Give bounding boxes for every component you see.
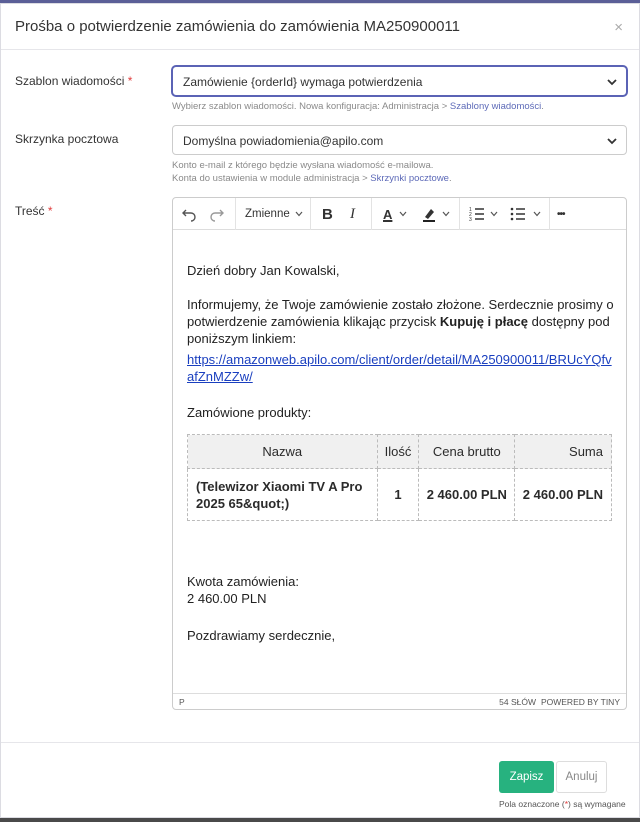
- order-link-line2[interactable]: afZnMZZw/: [187, 369, 253, 384]
- product-price-cell: 2 460.00 PLN: [419, 469, 515, 521]
- order-link[interactable]: [187, 351, 615, 385]
- mailbox-help-suffix: .: [448, 173, 452, 184]
- legend-prefix: Pola oznaczone (: [499, 799, 565, 809]
- total-label: Kwota zamówienia:: [187, 574, 299, 589]
- message-templates-link[interactable]: Szablony wiadomości: [449, 101, 542, 112]
- italic-button[interactable]: I: [350, 205, 355, 222]
- content-label-text: Treść: [15, 204, 45, 218]
- variables-menu[interactable]: [245, 204, 304, 224]
- column-header-sum: Suma: [515, 435, 612, 469]
- intro-bold-text: Kupuję i płacę: [439, 314, 529, 329]
- close-icon[interactable]: ×: [614, 19, 623, 36]
- redo-icon[interactable]: [209, 204, 225, 224]
- chevron-down-icon: [532, 209, 542, 219]
- highlight-color-button[interactable]: [421, 204, 451, 224]
- chevron-down-icon: [398, 209, 408, 219]
- greeting-text: Dzień dobry Jan Kowalski,: [187, 263, 340, 278]
- template-label-text: Szablon wiadomości: [15, 74, 125, 88]
- chevron-down-icon: [489, 209, 499, 219]
- legend-star: *: [564, 799, 568, 809]
- variables-label: Zmienne: [245, 208, 290, 220]
- rich-text-editor[interactable]: [172, 197, 627, 710]
- template-select[interactable]: [172, 66, 627, 96]
- editor-content[interactable]: [187, 262, 615, 279]
- mailboxes-link[interactable]: Skrzynki pocztowe: [370, 173, 449, 184]
- text-color-icon: A: [383, 206, 393, 222]
- save-button[interactable]: Zapisz: [499, 761, 554, 793]
- required-mark: *: [127, 74, 133, 88]
- toolbar-divider: [459, 198, 460, 230]
- undo-icon[interactable]: [181, 204, 197, 224]
- modal-title: Prośba o potwierdzenie zamówienia do zamówienia MA250900011: [15, 18, 460, 35]
- order-confirmation-modal: [0, 3, 640, 818]
- numbered-list-button[interactable]: [469, 204, 499, 224]
- product-name-line1: (Telewizor Xiaomi TV A Pro: [196, 478, 363, 494]
- intro-text: Informujemy, że Twoje zamówienie zostało złożone. Serdecznie prosimy o potwierdzenie zamówienia klikając przycisk: [187, 297, 614, 329]
- toolbar-divider: [310, 198, 311, 230]
- total-value: 2 460.00 PLN: [187, 591, 267, 606]
- legend-suffix: ) są wymagane: [568, 799, 626, 809]
- mailbox-help-prefix: Konta do ustawienia w module administracja >: [172, 173, 371, 184]
- bold-button[interactable]: B: [322, 205, 333, 223]
- chevron-down-icon: [606, 135, 618, 147]
- order-link-line1[interactable]: https://amazonweb.apilo.com/client/order/detail/MA250900011/BRUcYQfv: [187, 352, 612, 367]
- product-name-line2: 2025 65&quot;): [196, 495, 290, 511]
- text-color-button[interactable]: [383, 204, 408, 224]
- column-header-name: Nazwa: [188, 435, 378, 469]
- table-header-row: [188, 435, 612, 469]
- product-name-cell: [188, 469, 378, 521]
- template-select-value: Zamówienie {orderId} wymaga potwierdzenia: [183, 75, 423, 89]
- content-field-label: [15, 204, 53, 218]
- required-fields-legend: [499, 799, 626, 809]
- product-qty-cell: 1: [377, 469, 419, 521]
- footer-divider: [1, 742, 639, 743]
- toolbar-divider: [549, 198, 550, 230]
- products-table: [187, 434, 612, 521]
- mailbox-help-text: [172, 159, 452, 185]
- modal-header: [1, 4, 639, 50]
- mailbox-help-line2: [172, 172, 452, 185]
- template-help-text: [172, 100, 544, 113]
- intro-after-text: dostępny pod poniższym linkiem:: [187, 314, 610, 346]
- mailbox-select-value: Domyślna powiadomienia@apilo.com: [183, 134, 384, 148]
- required-mark: *: [47, 204, 53, 218]
- product-sum-cell: 2 460.00 PLN: [515, 469, 612, 521]
- cancel-button[interactable]: Anuluj: [556, 761, 607, 793]
- svg-text:3: 3: [469, 217, 472, 222]
- bullet-list-icon: [510, 206, 526, 222]
- word-count[interactable]: 54 SŁÓW: [499, 697, 536, 707]
- template-field-label: [15, 74, 132, 88]
- column-header-price: Cena brutto: [419, 435, 515, 469]
- template-help-suffix: .: [541, 101, 544, 112]
- svg-text:1: 1: [469, 207, 472, 213]
- closing-text: Pozdrawiamy serdecznie,: [187, 628, 336, 643]
- more-options-button[interactable]: •••: [557, 208, 565, 220]
- svg-text:2: 2: [469, 212, 472, 218]
- numbered-list-icon: [469, 206, 485, 222]
- chevron-down-icon: [294, 209, 304, 219]
- mailbox-field-label: Skrzynka pocztowa: [15, 132, 119, 146]
- chevron-down-icon: [606, 76, 618, 88]
- toolbar-divider: [235, 198, 236, 230]
- intro-paragraph: [187, 296, 615, 347]
- template-help-prefix: Wybierz szablon wiadomości. Nowa konfiguracja: Administracja >: [172, 101, 450, 112]
- chevron-down-icon: [441, 209, 451, 219]
- mailbox-help-line1: Konto e-mail z którego będzie wysłana wiadomość e-mailowa.: [172, 160, 434, 171]
- column-header-qty: Ilość: [377, 435, 419, 469]
- bullet-list-button[interactable]: [510, 204, 542, 224]
- highlighter-icon: [421, 206, 437, 222]
- table-row: [188, 469, 612, 521]
- mailbox-select[interactable]: [172, 125, 627, 155]
- element-path[interactable]: P: [179, 697, 185, 707]
- products-heading: Zamówione produkty:: [187, 405, 312, 420]
- editor-statusbar: [173, 693, 626, 709]
- toolbar-divider: [371, 198, 372, 230]
- powered-by-tiny-link[interactable]: POWERED BY TINY: [540, 697, 620, 707]
- editor-toolbar: [173, 198, 626, 230]
